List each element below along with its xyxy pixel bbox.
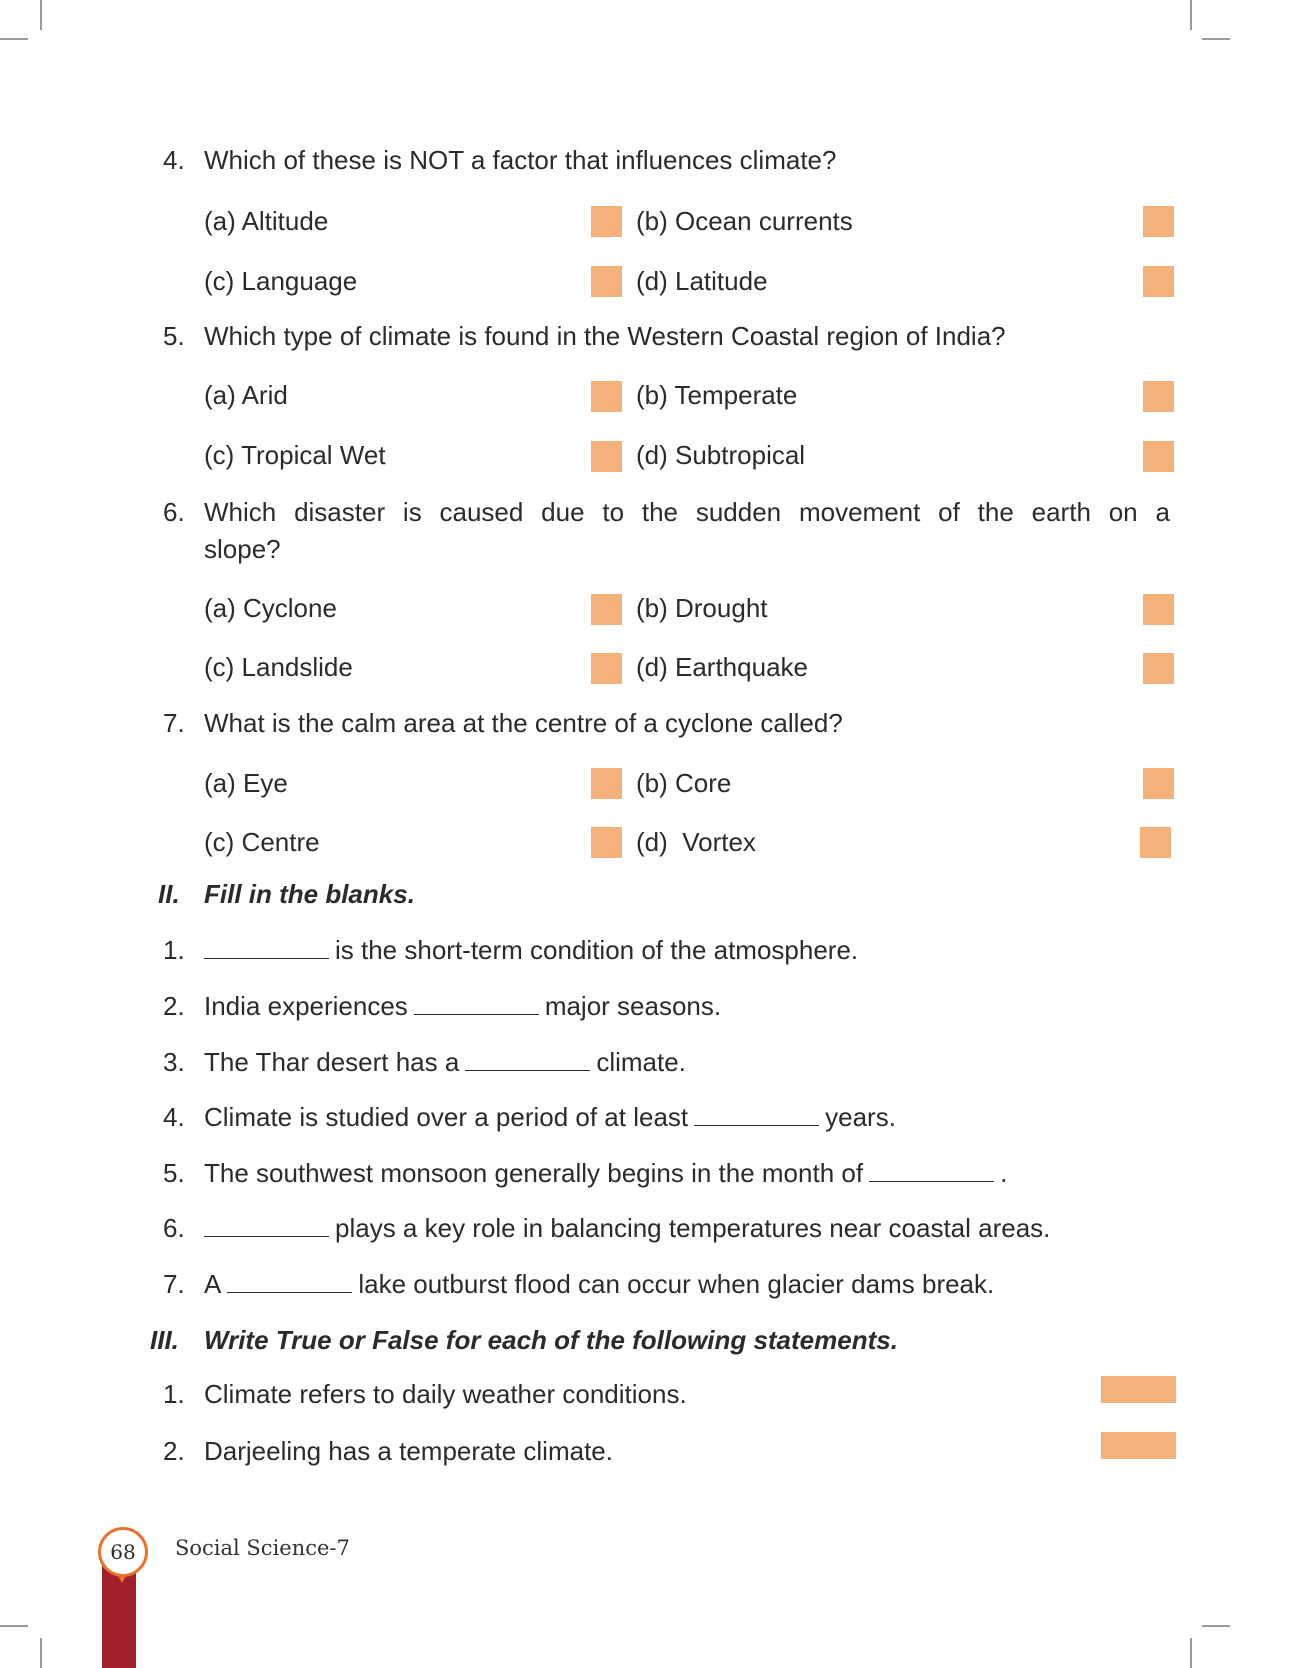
question-number: 4. (163, 145, 185, 175)
text-after: lake outburst flood can occur when glacier dams break. (358, 1269, 995, 1299)
crop-mark (40, 0, 42, 30)
statement-number: 2. (163, 1436, 185, 1466)
word: of (938, 497, 960, 527)
question-text: Which type of climate is found in the Western Coastal region of India? (204, 321, 1006, 351)
page-number-badge (98, 1527, 148, 1577)
crop-mark (1202, 1625, 1230, 1627)
answer-box-b[interactable] (1143, 381, 1174, 412)
option-d: (d) Latitude (636, 266, 768, 296)
word: Which (204, 497, 277, 527)
true-false-answer-box[interactable] (1101, 1376, 1176, 1403)
blank-line[interactable] (227, 1268, 352, 1293)
answer-box-d[interactable] (1143, 441, 1174, 472)
section-number: II. (158, 879, 180, 909)
answer-box-c[interactable] (591, 827, 622, 858)
option-b: (b) Drought (636, 593, 768, 623)
text-after: climate. (596, 1047, 686, 1077)
text-before: India experiences (204, 991, 408, 1021)
word: a (1155, 497, 1170, 527)
word: disaster (294, 497, 386, 527)
word: the (641, 497, 679, 527)
question-text (204, 496, 1170, 528)
question-number: 7. (163, 708, 185, 738)
fill-blank-number: 4. (163, 1102, 185, 1132)
word: movement (798, 497, 921, 527)
option-c: (c) Landslide (204, 652, 353, 682)
fill-blank-number: 7. (163, 1269, 185, 1299)
book-title: Social Science-7 (175, 1536, 350, 1560)
section-number: III. (150, 1325, 179, 1355)
text-before: The southwest monsoon generally begins in the month of (204, 1158, 864, 1188)
answer-box-c[interactable] (591, 266, 622, 297)
crop-mark (1190, 1638, 1192, 1668)
question-text-continued: slope? (204, 534, 281, 564)
answer-box-d[interactable] (1140, 827, 1171, 858)
crop-mark (1202, 38, 1230, 40)
fill-blank-number: 3. (163, 1047, 185, 1077)
crop-mark (1190, 0, 1192, 30)
option-d: (d) Vortex (636, 827, 756, 857)
word: caused (439, 497, 524, 527)
fill-blank-item (204, 1268, 994, 1300)
text-after: . (1000, 1158, 1008, 1188)
option-b: (b) Temperate (636, 380, 798, 410)
answer-box-a[interactable] (591, 381, 622, 412)
text-before: A (204, 1269, 222, 1299)
text-after: major seasons. (544, 991, 722, 1021)
option-a: (a) Arid (204, 380, 288, 410)
answer-box-a[interactable] (591, 594, 622, 625)
fill-blank-item (204, 1212, 1050, 1244)
option-b: (b) Ocean currents (636, 206, 853, 236)
word: earth (1031, 497, 1091, 527)
answer-box-b[interactable] (1143, 206, 1174, 237)
word: the (977, 497, 1014, 527)
word: to (602, 497, 625, 527)
option-c: (c) Language (204, 266, 358, 296)
answer-box-c[interactable] (591, 653, 622, 684)
word: due (541, 497, 585, 527)
true-false-answer-box[interactable] (1101, 1432, 1176, 1459)
fill-blank-item (204, 1157, 1007, 1189)
crop-mark (0, 38, 28, 40)
fill-blank-item (204, 990, 721, 1022)
fill-blank-item (204, 934, 858, 966)
page-number: 68 (110, 1540, 136, 1564)
answer-box-c[interactable] (591, 441, 622, 472)
text-after: years. (825, 1102, 896, 1132)
question-text: What is the calm area at the centre of a cyclone called? (204, 708, 843, 738)
word: sudden (695, 497, 782, 527)
blank-line[interactable] (204, 1212, 329, 1237)
fill-blank-item (204, 1101, 896, 1133)
question-number: 5. (163, 321, 185, 351)
option-d: (d) Subtropical (636, 440, 806, 470)
statement-number: 1. (163, 1379, 185, 1409)
answer-box-b[interactable] (1143, 768, 1174, 799)
word: on (1108, 497, 1138, 527)
option-c: (c) Centre (204, 827, 320, 857)
option-a: (a) Altitude (204, 206, 329, 236)
word: is (402, 497, 422, 527)
answer-box-b[interactable] (1143, 594, 1174, 625)
option-d: (d) Earthquake (636, 652, 808, 682)
blank-line[interactable] (869, 1157, 994, 1182)
crop-mark (40, 1638, 42, 1668)
fill-blank-number: 1. (163, 935, 185, 965)
option-a: (a) Cyclone (204, 593, 337, 623)
option-b: (b) Core (636, 768, 732, 798)
fill-blank-item (204, 1046, 686, 1078)
blank-line[interactable] (465, 1046, 590, 1071)
section-title: Write True or False for each of the following statements. (204, 1325, 898, 1355)
statement-text: Darjeeling has a temperate climate. (204, 1436, 613, 1466)
fill-blank-number: 6. (163, 1213, 185, 1243)
answer-box-a[interactable] (591, 206, 622, 237)
text-after: plays a key role in balancing temperatures near coastal areas. (335, 1213, 1051, 1243)
section-title: Fill in the blanks. (204, 879, 415, 909)
statement-text: Climate refers to daily weather conditions. (204, 1379, 687, 1409)
fill-blank-number: 2. (163, 991, 185, 1021)
text-after: is the short-term condition of the atmosphere. (335, 935, 859, 965)
option-a: (a) Eye (204, 768, 288, 798)
answer-box-d[interactable] (1143, 266, 1174, 297)
blank-line[interactable] (694, 1101, 819, 1126)
blank-line[interactable] (204, 934, 329, 959)
question-number: 6. (163, 497, 185, 527)
fill-blank-number: 5. (163, 1158, 185, 1188)
text-before: Climate is studied over a period of at least (204, 1102, 689, 1132)
text-before: The Thar desert has a (204, 1047, 460, 1077)
answer-box-a[interactable] (591, 768, 622, 799)
crop-mark (0, 1625, 28, 1627)
blank-line[interactable] (414, 990, 539, 1015)
option-c: (c) Tropical Wet (204, 440, 386, 470)
answer-box-d[interactable] (1143, 653, 1174, 684)
question-text: Which of these is NOT a factor that influences climate? (204, 145, 837, 175)
